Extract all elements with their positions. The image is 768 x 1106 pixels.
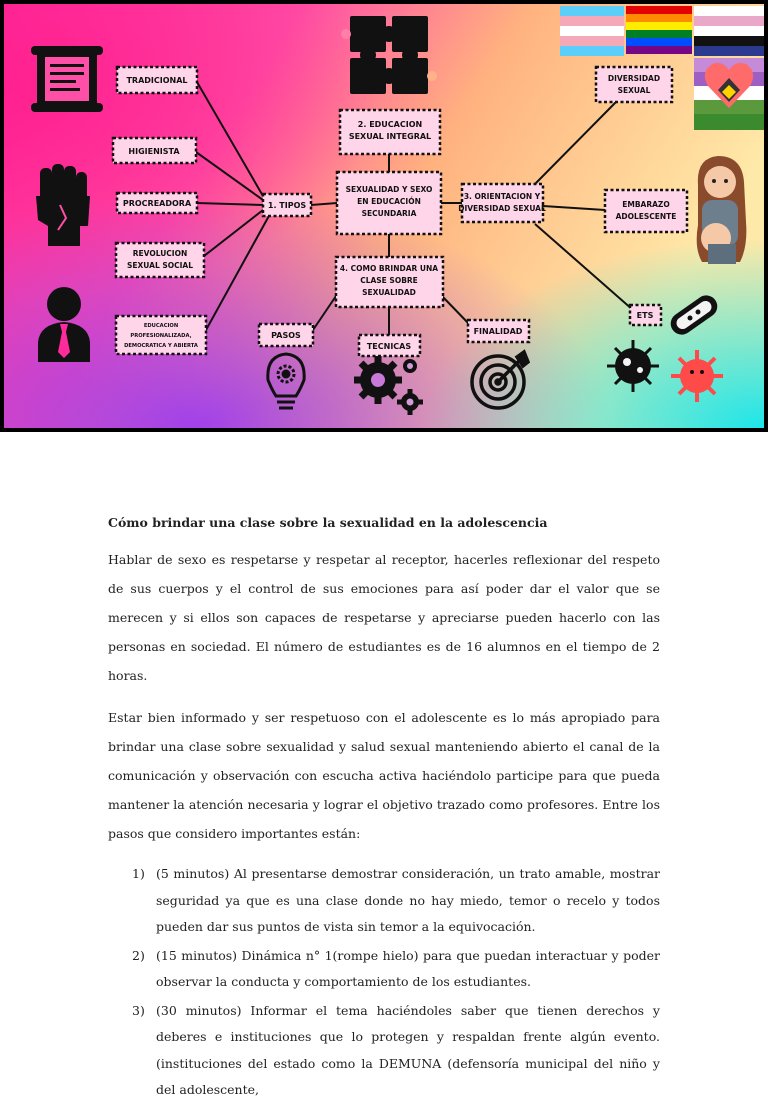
svg-text:FINALIDAD: FINALIDAD [473,327,523,336]
box-educacion-profesionalizada [116,316,206,354]
svg-text:1. TIPOS: 1. TIPOS [267,201,307,210]
box-higienista [113,138,196,163]
svg-text:ETS: ETS [636,311,654,320]
list-item-number: 2) [132,947,145,963]
svg-text:TRADICIONAL: TRADICIONAL [126,76,188,85]
box-orientacion [458,184,546,222]
scroll-icon [31,46,103,112]
list-item [108,943,660,996]
svg-text:HIGIENISTA: HIGIENISTA [128,147,180,156]
box-pasos [259,324,313,346]
svg-text:PASOS: PASOS [271,331,301,340]
box-diversidad-sexual [596,67,672,102]
box-procreadora [117,193,197,213]
mind-map-canvas [0,0,768,432]
list-item-number: 3) [132,1002,145,1018]
list-item-number: 1) [132,866,145,881]
box-tipos [263,194,311,216]
mind-map-infographic [0,0,768,432]
svg-text:PROCREADORA: PROCREADORA [122,199,192,208]
box-educacion-sexual-integral [340,110,440,154]
list-item-text: (30 minutos) Informar el tema haciéndoles saber que tienen derechos y deberes e instituciones que lo protegen y respaldan frente algún evento. (instituciones del estado como la DEMUNA (defensoría municipal del niño y del adolescente, [156,1002,660,1097]
list-item-text: (5 minutos) Al presentarse demostrar consideración, un trato amable, mostrar seguridad ya que es una clase donde no hay miedo, temor o recelo y todos pueden dar sus puntos de vista sin temor a la equivocación. [156,866,660,934]
box-tecnicas [359,335,420,356]
list-item [108,998,660,1104]
list-item-text: (15 minutos) Dinámica n° 1(rompe hielo) para que puedan interactuar y poder observar la conducta y comportamiento de los estudiantes. [156,947,660,989]
svg-text:TECNICAS: TECNICAS [366,342,412,351]
svg-text:4. COMO BRINDAR UNACLASE SOBRE: 4. COMO BRINDAR UNA CLASE SOBRE SEXUALIDAD [339,264,439,297]
svg-text:REVOLUCIONSEXUAL SOCIAL: REVOLUCION SEXUAL SOCIAL [126,249,194,270]
svg-text:3. ORIENTACION YDIVERSIDAD SEX: 3. ORIENTACION Y DIVERSIDAD SEXUAL [458,192,546,213]
box-ets [630,305,661,325]
document-body [108,515,660,1106]
box-embarazo-adolescente [605,190,687,232]
paragraph-1: Hablar de sexo es respetarse y respetar al receptor, hacerles reflexionar del respeto de sus cuerpos y el control de sus emociones para así poder dar el valor que se merecen y si ellos son capaces de respetarse y apreciarse pueden hacerlo con las personas en sociedad. El número de estudiantes es de 16 alumnos en el tiempo de 2 horas. [108,552,660,683]
pregnant-woman-icon [697,156,747,264]
central-box [337,172,441,234]
steps-list [108,861,660,1104]
box-como-brindar [336,257,443,307]
svg-text:DIVERSIDADSEXUAL: DIVERSIDAD SEXUAL [607,74,661,95]
document-title: Cómo brindar una clase sobre la sexualidad en la adolescencia [108,515,548,530]
box-finalidad [468,320,529,342]
svg-text:EMBARAZOADOLESCENTE: EMBARAZO ADOLESCENTE [615,200,677,221]
svg-text:2. EDUCACIONSEXUAL INTEGRAL: 2. EDUCACION SEXUAL INTEGRAL [348,120,432,141]
list-item [108,861,660,941]
box-revolucion-sexual [116,243,204,277]
paragraph-2: Estar bien informado y ser respetuoso con el adolescente es lo más apropiado para brindar una clase sobre sexualidad y salud sexual manteniendo abierto el canal de la comunicación y observación con escucha activa haciéndolo participe para que pueda mantener la atención necesaria y lograr el objetivo trazado como profesores. Entre los pasos que considero importantes están: [108,710,660,841]
svg-text:EDUCACIONPROFESIONALIZADA,DEMO: EDUCACION PROFESIONALIZADA, DEMOCRATICA Y ABIERTA [124,323,198,349]
svg-text:SEXUALIDAD Y SEXOEN EDUCACIÓNS: SEXUALIDAD Y SEXO EN EDUCACIÓN SECUNDARIA [345,185,433,218]
box-tradicional [117,67,197,93]
